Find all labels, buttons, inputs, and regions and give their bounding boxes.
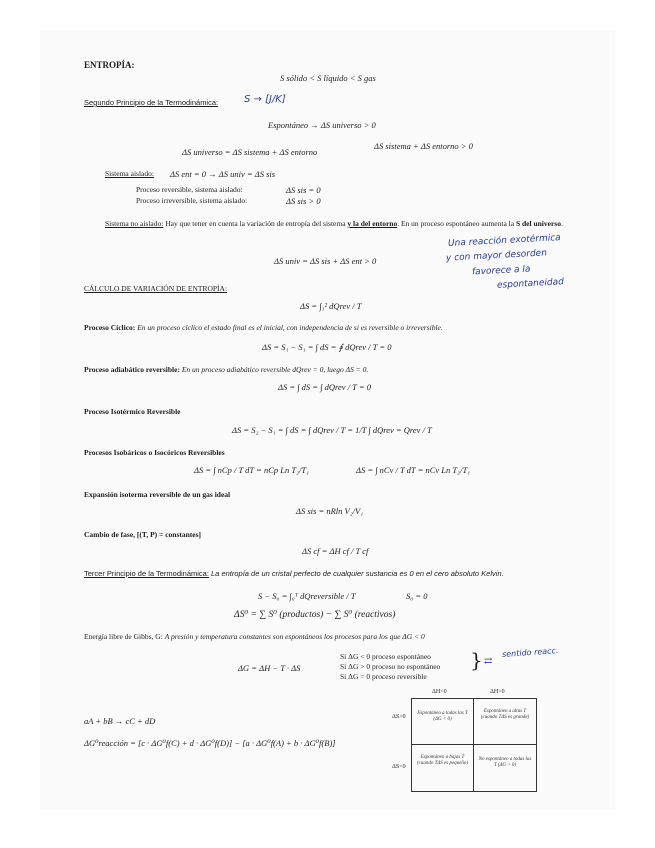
reversible-process-equation: ΔS sis = 0	[286, 185, 321, 195]
gibbs-case-negative: Si ΔG < 0 proceso espontáneo	[340, 652, 431, 661]
adiabatic-process-text: En un proceso adiabático reversible dQrev = 0, luego ΔS = 0.	[181, 365, 369, 374]
gibbs-text: A presión y temperatura constantes son espontáneos los procesos para los que ΔG < 0	[164, 632, 425, 641]
third-law-integral-equation: S − S₀ = ∫₀ᵀ dQreversible / T	[258, 591, 356, 601]
gibbs-label: Energía libre de Gibbs, G:	[84, 632, 163, 641]
handwritten-note-line-1: Una reacción exotérmica	[447, 233, 561, 249]
document-page	[40, 30, 615, 810]
handwritten-note-line-2: y con mayor desorden	[445, 248, 548, 264]
reversible-process-text: Proceso reversible, sistema aislado:	[136, 185, 243, 194]
handwritten-direction-note: sentido reacc.	[501, 646, 559, 659]
ideal-gas-expansion-label: Expansión isoterma reversible de un gas ideal	[84, 490, 231, 499]
isolated-system-label: Sistema aislado:	[105, 169, 154, 178]
isobaric-process-label: Procesos Isobáricos o Isocóricos Reversibles	[84, 448, 225, 457]
reaction-gibbs-equation: ΔG⁰reacción = [c · ΔG⁰f(C) + d · ΔG⁰f(D)] − [a · ΔG⁰f(A) + b · ΔG⁰f(B)]	[84, 738, 336, 748]
entropy-order-equation: S sólido < S líquido < S gas	[280, 73, 376, 83]
non-isolated-label: Sistema no aislado:	[105, 219, 164, 228]
isochoric-equation: ΔS = ∫ nCv / T dT = nCv Ln T₂/T₁	[356, 465, 471, 475]
universe-entropy-equation: ΔS universo = ΔS sistema + ΔS entorno	[182, 147, 318, 157]
gibbs-case-positive: Si ΔG > 0 proceso no espontáneo	[340, 662, 441, 671]
handwritten-arrows-icon: ⇄	[484, 656, 493, 667]
page-title: ENTROPÍA:	[84, 60, 135, 70]
spontaneity-table	[411, 698, 537, 792]
ideal-gas-expansion-equation: ΔS sis = nRln V₂/V₁	[296, 506, 364, 516]
adiabatic-process-label: Proceso adiabático reversible:	[84, 365, 180, 374]
gibbs-cases	[340, 652, 440, 682]
third-law-label: Tercer Principio de la Termodinámica:	[84, 569, 209, 578]
isobaric-equation: ΔS = ∫ nCp / T dT = nCp Ln T₂/T₁	[194, 465, 310, 475]
table-col-header-negative-dh: ΔH<0	[432, 689, 447, 695]
second-law-handwritten-unit: S → [J/K]	[244, 94, 286, 105]
isothermal-process-equation: ΔS = S₂ − S₁ = ∫ dS = ∫ dQrev / T = 1/T ∫ dQrev = Qrev / T	[232, 425, 432, 435]
table-horizontal-divider	[412, 744, 536, 745]
handwritten-note-line-3: favorece a la	[471, 264, 531, 278]
isothermal-process-label: Proceso Isotérmico Reversible	[84, 407, 181, 416]
table-col-header-positive-dh: ΔH>0	[490, 689, 505, 695]
cases-brace: }	[470, 648, 483, 672]
irreversible-process-equation: ΔS sis > 0	[286, 196, 321, 206]
table-cell-spontaneous-high-t: Espontáneo a altas T (cuando TΔS es grande)	[480, 709, 530, 720]
third-law-text: La entropía de un cristal perfecto de cualquier sustancia es 0 en el cero absoluto Kelvin.	[211, 569, 504, 578]
table-cell-spontaneous-all-t: Espontáneo a todas las T (ΔG < 0)	[417, 711, 468, 722]
universe-sum-equation: ΔS univ = ΔS sis + ΔS ent > 0	[274, 256, 377, 266]
system-environment-inequality: ΔS sistema + ΔS entorno > 0	[374, 141, 473, 151]
table-cell-non-spontaneous: No espontáneo a todas las T (ΔG > 0)	[478, 757, 532, 768]
table-row-header-positive-ds: ΔS>0	[392, 714, 406, 720]
handwritten-note-line-4: espontaneidad	[496, 277, 565, 291]
non-isolated-emphasis: y la del entorno	[347, 219, 398, 228]
isolated-system-equation: ΔS ent = 0 → ΔS univ = ΔS sis	[170, 169, 276, 179]
phase-change-equation: ΔS cf = ΔH cf / T cf	[302, 546, 369, 556]
non-isolated-text: Hay que tener en cuenta la variación de entropía del sistema	[165, 219, 346, 228]
non-isolated-paragraph: Sistema no aislado: Hay que tener en cuenta la variación de entropía del sistema y la del entorno. En un proceso espontáneo aumenta la S del universo.	[105, 219, 563, 228]
gibbs-case-zero: Si ΔG = 0 proceso reversible	[340, 672, 427, 681]
gibbs-equation: ΔG = ΔH − T · ΔS	[238, 663, 301, 673]
adiabatic-process-line	[84, 365, 368, 374]
adiabatic-process-equation: ΔS = ∫ dS = ∫ dQrev / T = 0	[278, 382, 371, 392]
second-law-label: Segundo Principio de la Termodinámica:	[84, 98, 219, 107]
standard-entropy-equation: ΔS⁰ = ∑ S⁰ (productos) − ∑ S⁰ (reactivos)	[234, 610, 396, 620]
calculation-title: CÁLCULO DE VARIACIÓN DE ENTROPÍA:	[84, 284, 228, 293]
table-cell-spontaneous-low-t: Espontáneo a bajas T (cuando TΔS es pequeño)	[416, 755, 469, 766]
reaction-equation: aA + bB → cC + dD	[84, 716, 156, 726]
cyclic-process-line	[84, 323, 443, 332]
phase-change-label: Cambio de fase, [(T, P) = constantes]	[84, 530, 202, 539]
non-isolated-text-2: . En un proceso espontáneo aumenta la	[397, 219, 515, 228]
third-law-line	[84, 569, 504, 578]
entropy-integral-equation: ΔS = ∫₁² dQrev / T	[300, 301, 362, 311]
table-row-header-negative-ds: ΔS<0	[392, 764, 406, 770]
third-law-zero-entropy: S₀ = 0	[406, 591, 428, 601]
cyclic-process-text: En un proceso cíclico el estado final es el inicial, con independencia de si es reversible o irreversible.	[137, 323, 443, 332]
irreversible-process-text: Proceso irreversible, sistema aislado:	[136, 196, 248, 205]
spontaneous-equation: Espontáneo → ΔS universo > 0	[268, 120, 376, 130]
table-vertical-divider	[473, 699, 474, 791]
cyclic-process-label: Proceso Cíclico:	[84, 323, 136, 332]
non-isolated-bold: S del universo	[515, 219, 561, 228]
gibbs-line	[84, 632, 425, 641]
cyclic-process-equation: ΔS = S₁ − S₁ = ∫ dS = ∮ dQrev / T = 0	[262, 342, 392, 352]
